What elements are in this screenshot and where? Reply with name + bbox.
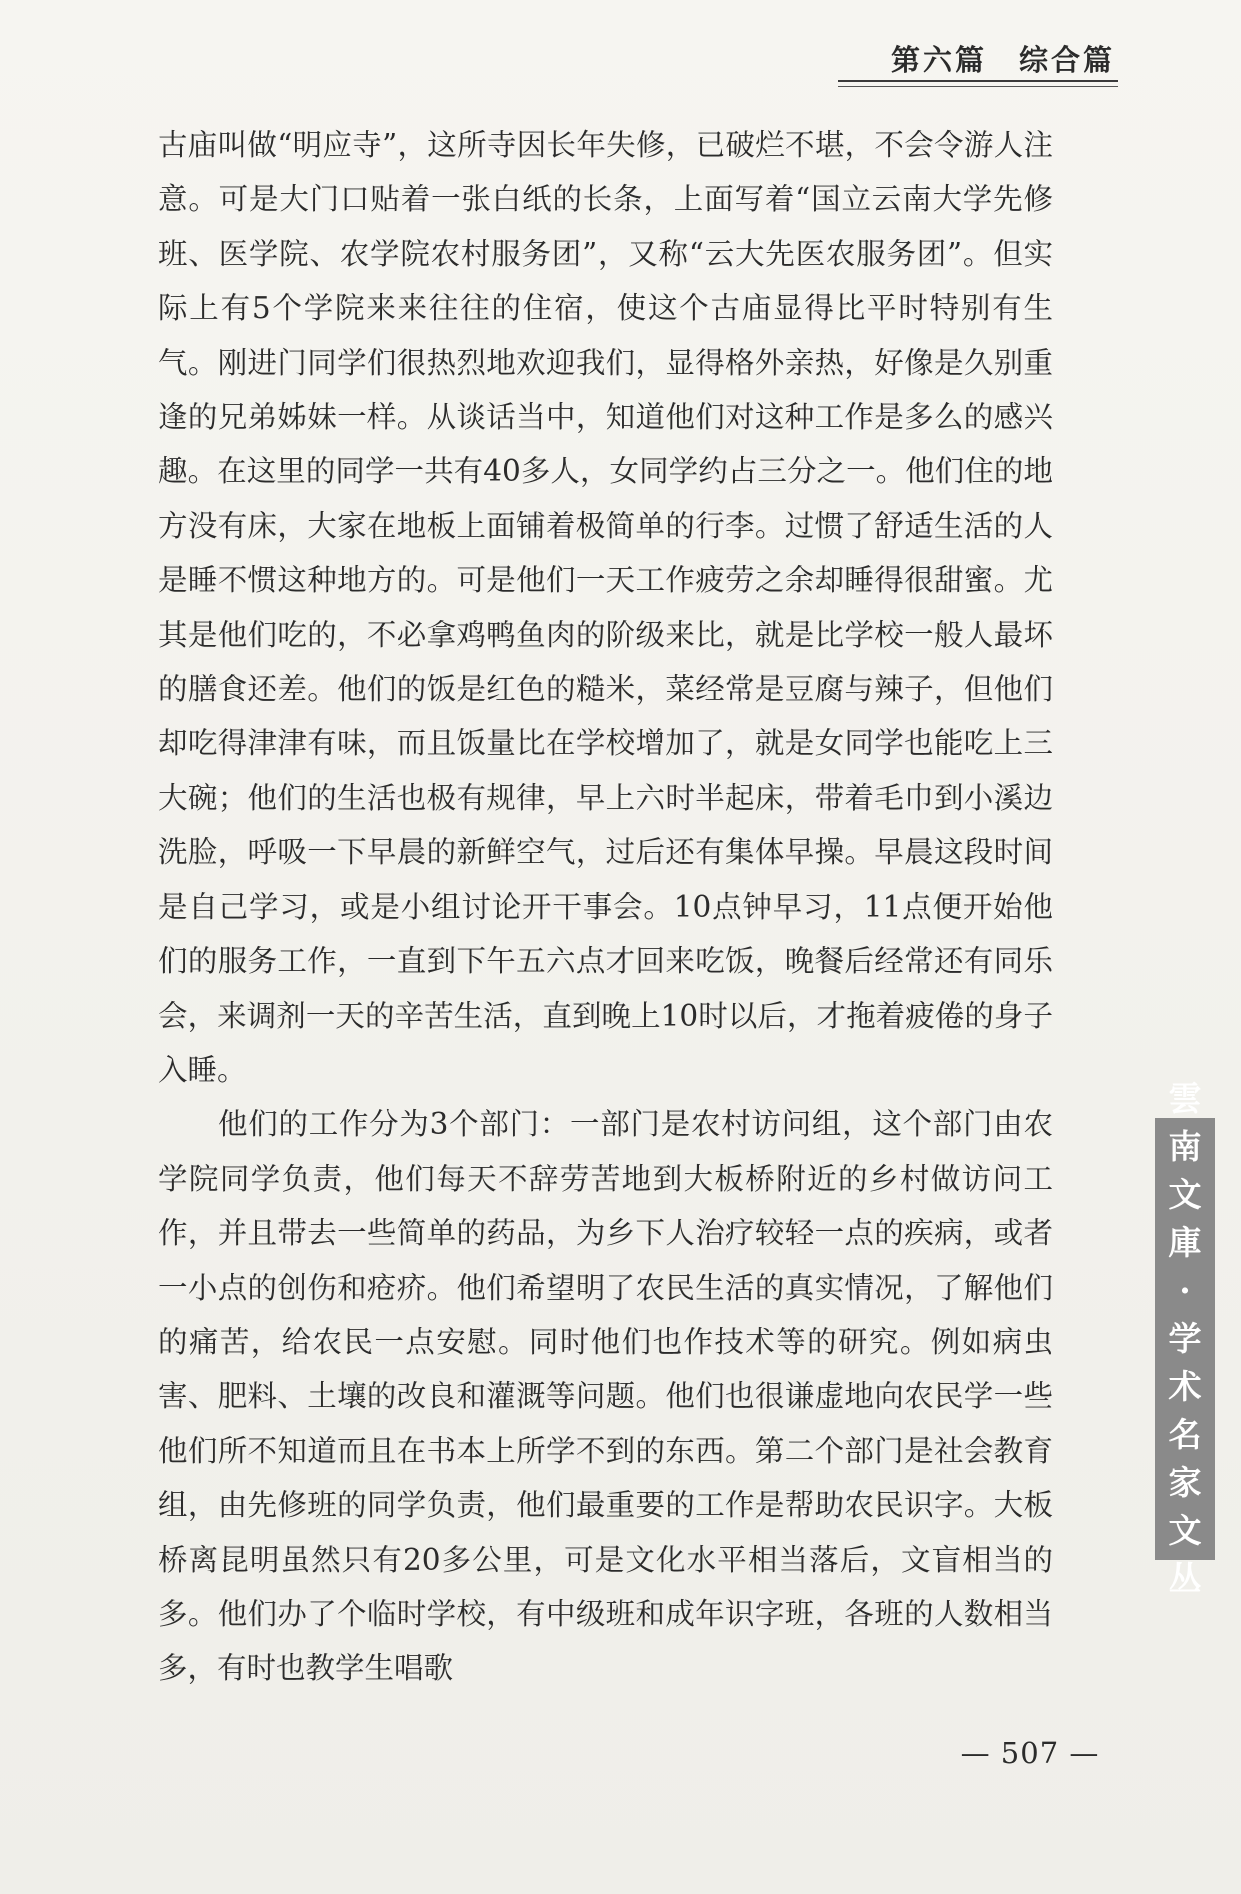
side-tab-char: 雲 [1168, 1079, 1202, 1118]
paragraph-2: 他们的工作分为3个部门：一部门是农村访问组，这个部门由农学院同学负责，他们每天不辞劳苦地到大板桥附近的乡村做访问工作，并且带去一些简单的药品，为乡下人治疗较轻一点的疾病，或者一小点的创伤和疮疥。他们希望明了农民生活的真实情况，了解他们的痛苦，给农民一点安慰。同时他们也作技术等的研究。例如病虫害、肥料、土壤的改良和灌溉等问题。他们也很谦虚地向农民学一些他们所不知道而且在书本上所学不到的东西。第二个部门是社会教育组，由先修班的同学负责，他们最重要的工作是帮助农民识字。大板桥离昆明虽然只有20多公里，可是文化水平相当落后，文盲相当的多。他们办了个临时学校，有中级班和成年识字班，各班的人数相当多，有时也教学生唱歌 [158, 1107, 1053, 1686]
side-tab-char: 文 [1168, 1175, 1202, 1214]
side-tab-char: 文 [1168, 1511, 1202, 1550]
page-number: — 507 — [960, 1736, 1100, 1770]
side-tab-char: 术 [1168, 1367, 1202, 1406]
side-tab-char: 庫 [1168, 1223, 1202, 1262]
series-side-tab [1155, 1079, 1215, 1598]
side-tab-char: 名 [1168, 1415, 1202, 1454]
header-rule [838, 80, 1118, 82]
side-tab-char: · [1179, 1271, 1191, 1310]
side-tab-char: 南 [1168, 1127, 1202, 1166]
side-tab-char: 家 [1168, 1463, 1202, 1502]
running-head: 第六篇 综合篇 [890, 43, 1115, 77]
side-tab-char: 学 [1168, 1319, 1202, 1358]
body-text [158, 118, 1053, 1696]
side-tab-char: 丛 [1168, 1559, 1202, 1598]
paragraph-1: 古庙叫做“明应寺”，这所寺因长年失修，已破烂不堪，不会令游人注意。可是大门口贴着一张白纸的长条，上面写着“国立云南大学先修班、医学院、农学院农村服务团”，又称“云大先医农服务团”。但实际上有5个学院来来往往的住宿，使这个古庙显得比平时特别有生气。刚进门同学们很热烈地欢迎我们，显得格外亲热，好像是久别重逢的兄弟姊妹一样。从谈话当中，知道他们对这种工作是多么的感兴趣。在这里的同学一共有40多人，女同学约占三分之一。他们住的地方没有床，大家在地板上面铺着极简单的行李。过惯了舒适生活的人是睡不惯这种地方的。可是他们一天工作疲劳之余却睡得很甜蜜。尤其是他们吃的，不必拿鸡鸭鱼肉的阶级来比，就是比学校一般人最坏的膳食还差。他们的饭是红色的糙米，菜经常是豆腐与辣子，但他们却吃得津津有味，而且饭量比在学校增加了，就是女同学也能吃上三大碗；他们的生活也极有规律，早上六时半起床，带着毛巾到小溪边洗脸，呼吸一下早晨的新鲜空气，过后还有集体早操。早晨这段时间是自己学习，或是小组讨论开干事会。10点钟早习，11点便开始他们的服务工作，一直到下午五六点才回来吃饭，晚餐后经常还有同乐会，来调剂一天的辛苦生活，直到晚上10时以后，才拖着疲倦的身子入睡。 [158, 128, 1053, 1087]
header-rule-thin [838, 86, 1118, 87]
